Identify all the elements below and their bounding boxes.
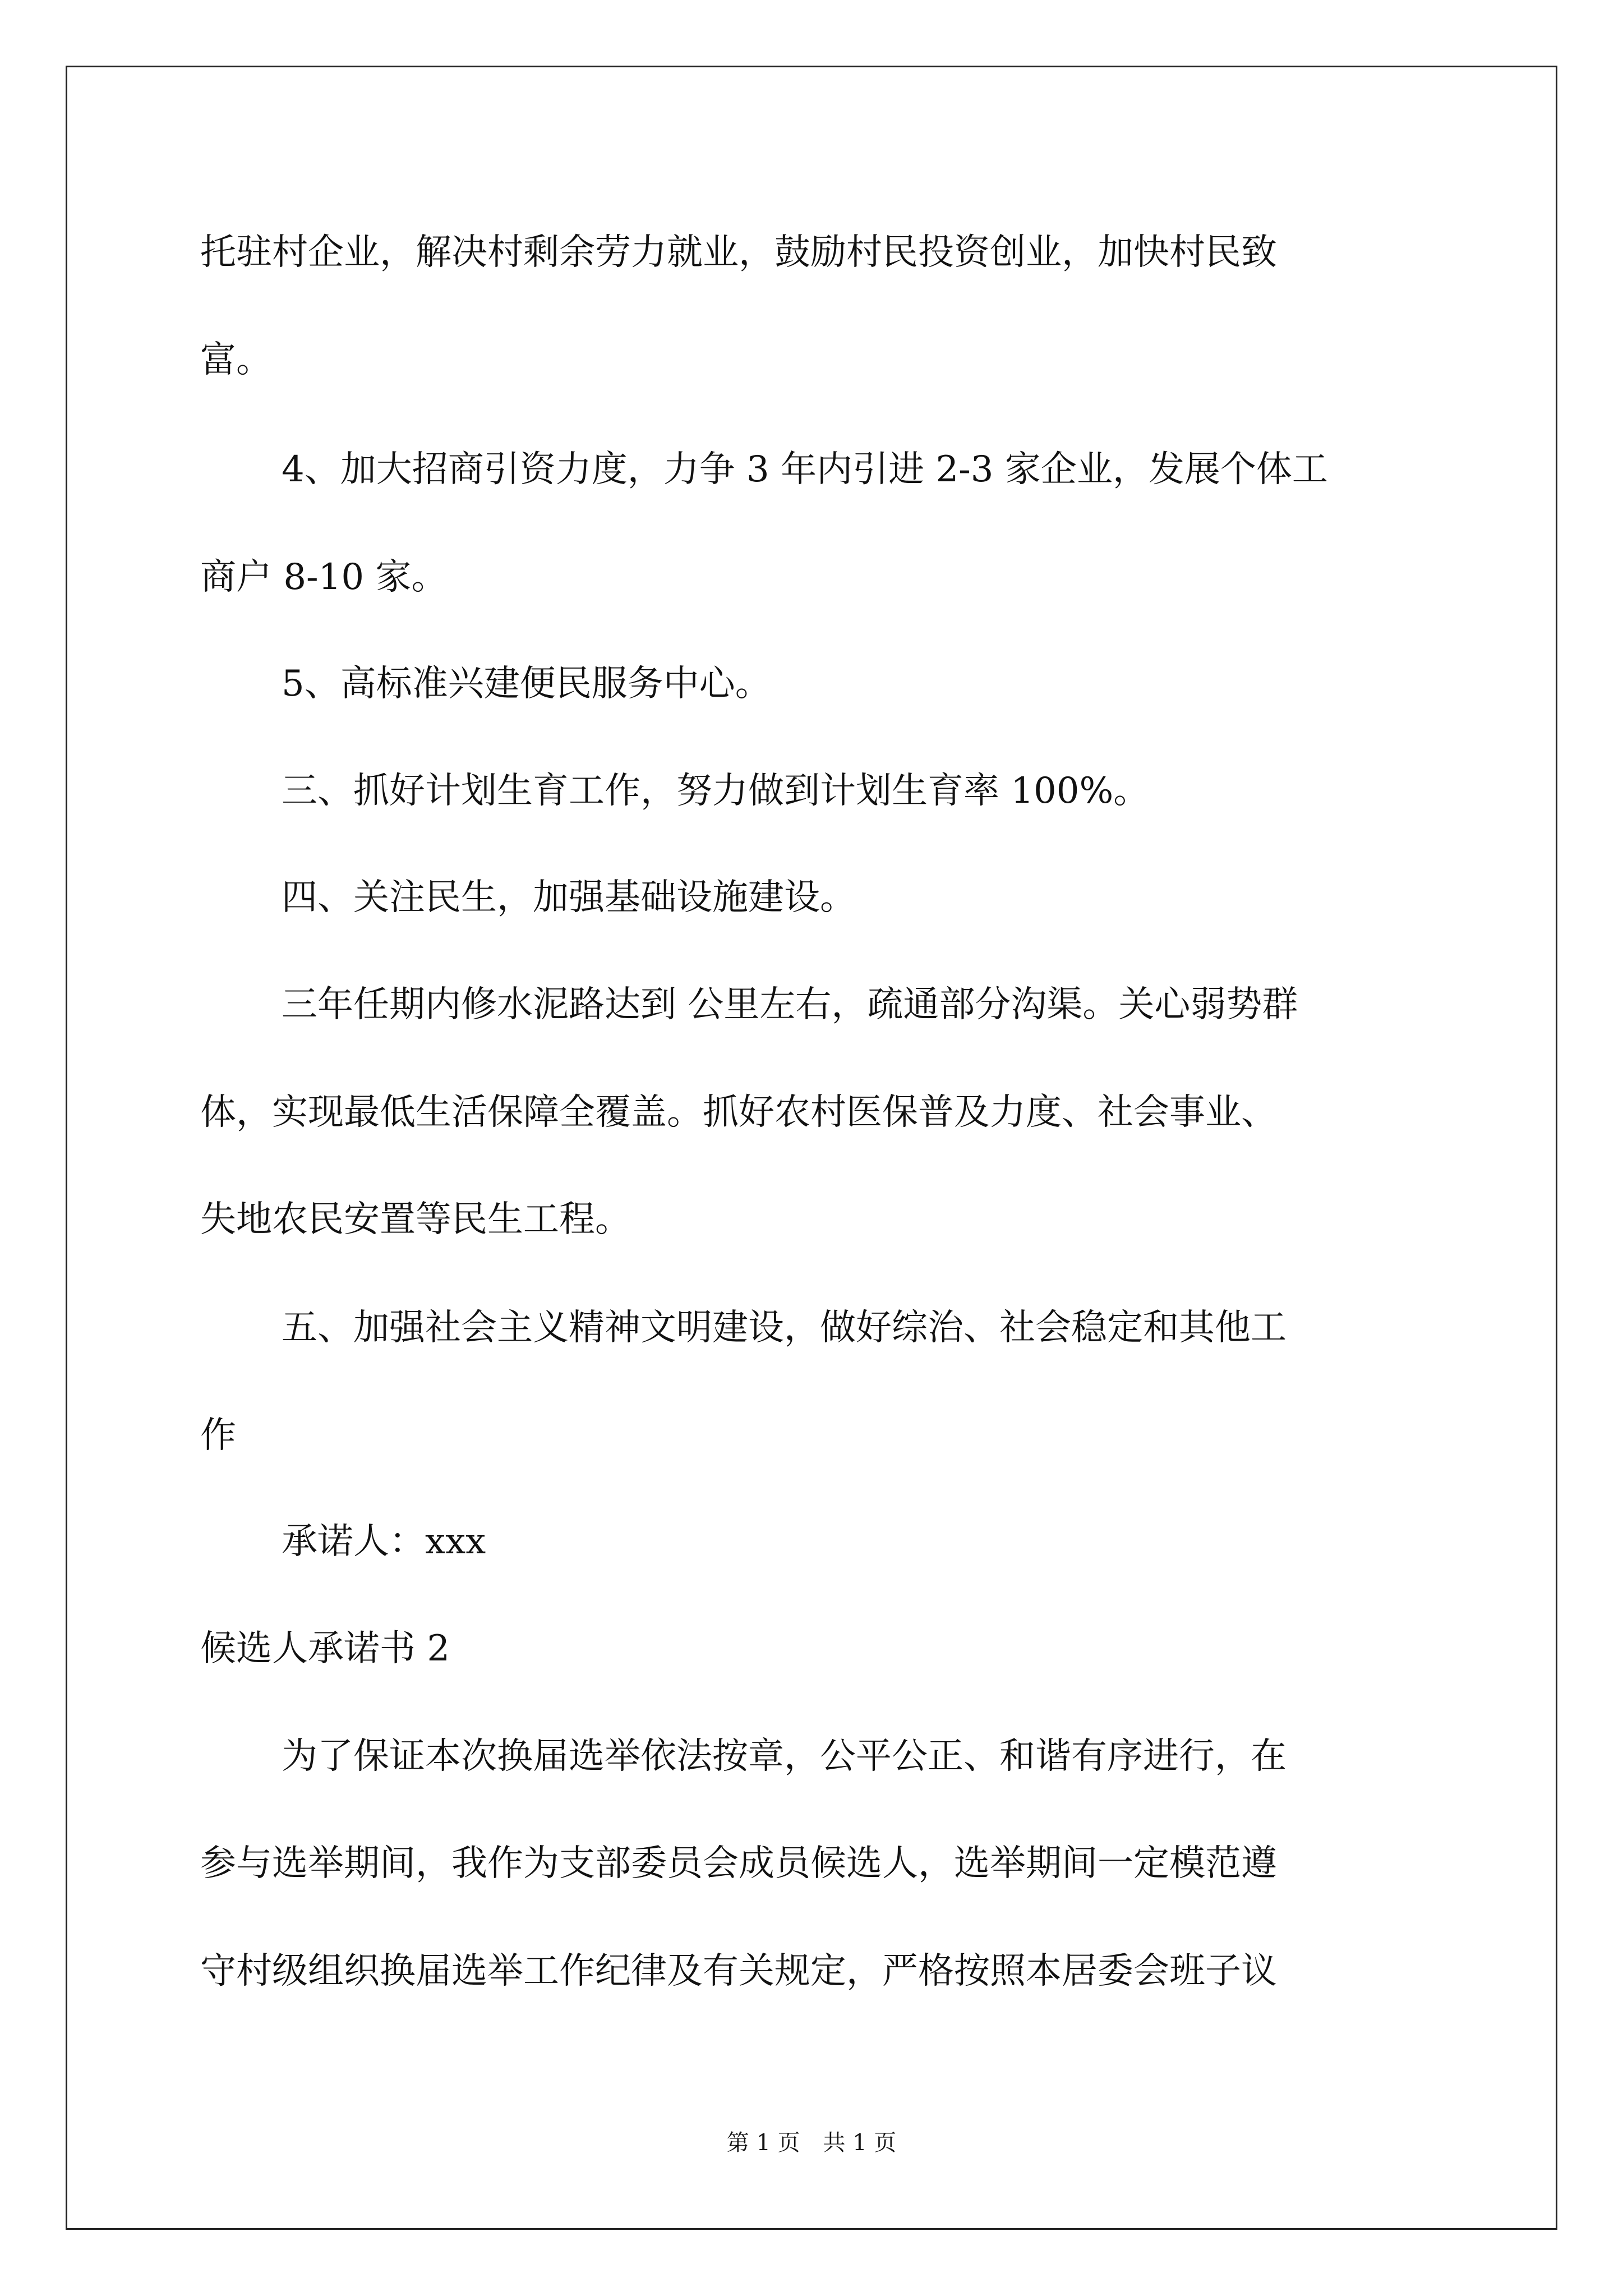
- body-line: 守村级组织换届选举工作纪律及有关规定，严格按照本居委会班子议: [200, 1950, 1277, 1992]
- body-line: 5、高标准兴建便民服务中心。: [282, 663, 771, 705]
- body-line: 参与选举期间，我作为支部委员会成员候选人，选举期间一定模范遵: [200, 1843, 1277, 1884]
- body-line: 四、关注民生，加强基础设施建设。: [282, 877, 856, 918]
- body-line: 三年任期内修水泥路达到 公里左右，疏通部分沟渠。关心弱势群: [282, 984, 1298, 1025]
- body-line: 五、加强社会主义精神文明建设，做好综治、社会稳定和其他工: [282, 1307, 1287, 1349]
- body-line: 失地农民安置等民生工程。: [200, 1199, 631, 1240]
- body-line: 三、抓好计划生育工作，努力做到计划生育率 100%。: [282, 770, 1150, 812]
- body-line: 托驻村企业，解决村剩余劳力就业，鼓励村民投资创业，加快村民致: [200, 232, 1277, 273]
- body-line: 体，实现最低生活保障全覆盖。抓好农村医保普及力度、社会事业、: [200, 1092, 1277, 1133]
- page-number: 第 1 页: [726, 2130, 800, 2156]
- body-line: 商户 8-10 家。: [200, 556, 448, 598]
- body-line: 4、加大招商引资力度，力争 3 年内引进 2-3 家企业，发展个体工: [282, 449, 1328, 490]
- section-heading: 候选人承诺书 2: [200, 1628, 450, 1669]
- body-line: 富。: [200, 339, 272, 381]
- page-footer: [0, 2129, 1623, 2157]
- signature-line: 承诺人：xxx: [282, 1521, 486, 1562]
- body-line: 作: [200, 1415, 236, 1456]
- body-line: 为了保证本次换届选举依法按章，公平公正、和谐有序进行，在: [282, 1736, 1287, 1777]
- page-border: [66, 66, 1557, 2230]
- page-total: 共 1 页: [823, 2130, 897, 2156]
